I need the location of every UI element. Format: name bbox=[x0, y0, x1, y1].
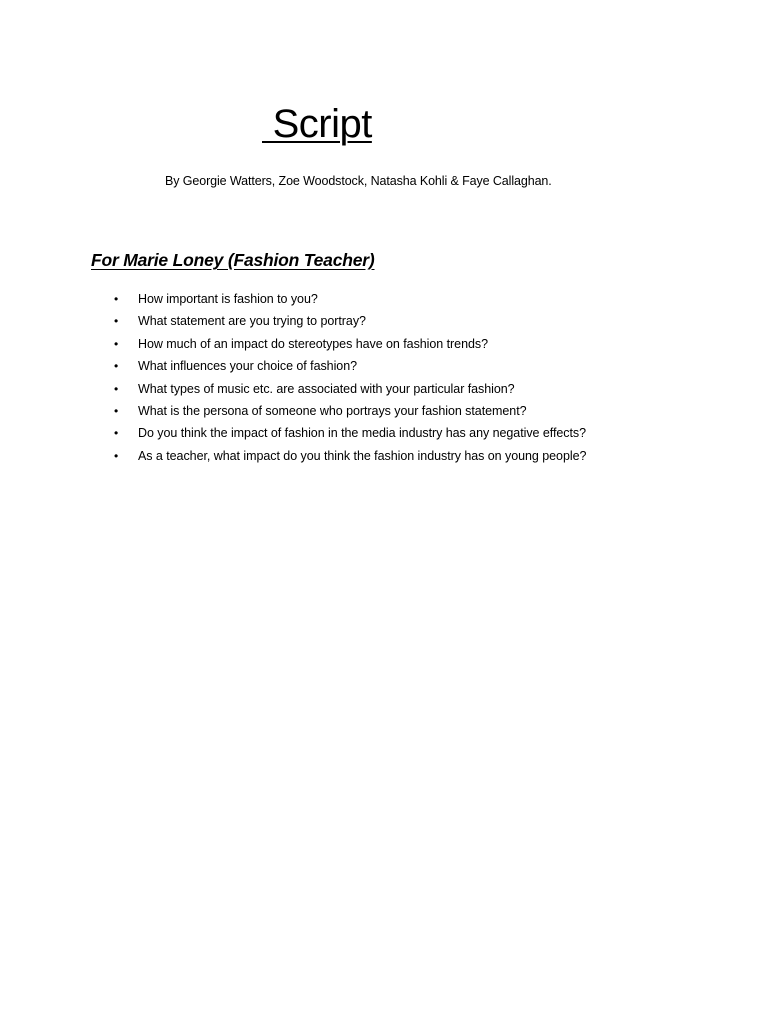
document-title: Script bbox=[262, 102, 372, 146]
question-text: How much of an impact do stereotypes have on fashion trends? bbox=[138, 336, 488, 351]
list-item bbox=[0, 288, 768, 310]
bullet-icon: • bbox=[114, 426, 119, 441]
question-text: As a teacher, what impact do you think the fashion industry has on young people? bbox=[138, 448, 587, 463]
question-list bbox=[0, 288, 768, 467]
bullet-icon: • bbox=[114, 292, 119, 306]
bullet-icon: • bbox=[114, 314, 119, 329]
authors-line: By Georgie Watters, Zoe Woodstock, Natasha Kohli & Faye Callaghan. bbox=[165, 174, 552, 188]
bullet-icon: • bbox=[114, 448, 119, 463]
list-item bbox=[0, 378, 768, 400]
list-item bbox=[0, 333, 768, 355]
section-heading: For Marie Loney (Fashion Teacher) bbox=[91, 250, 375, 270]
question-text: What types of music etc. are associated with your particular fashion? bbox=[138, 381, 515, 396]
list-item bbox=[0, 355, 768, 377]
question-text: What influences your choice of fashion? bbox=[138, 359, 358, 374]
bullet-icon: • bbox=[114, 336, 119, 351]
bullet-icon: • bbox=[114, 359, 119, 374]
list-item bbox=[0, 310, 768, 332]
question-text: What is the persona of someone who portrays your fashion statement? bbox=[138, 403, 527, 418]
list-item bbox=[0, 422, 768, 444]
question-text: Do you think the impact of fashion in the media industry has any negative effects? bbox=[138, 426, 587, 441]
bullet-icon: • bbox=[114, 381, 119, 396]
list-item bbox=[0, 400, 768, 422]
question-text: What statement are you trying to portray? bbox=[138, 314, 366, 329]
list-item bbox=[0, 445, 768, 467]
bullet-icon: • bbox=[114, 403, 119, 418]
question-text: How important is fashion to you? bbox=[138, 292, 318, 306]
